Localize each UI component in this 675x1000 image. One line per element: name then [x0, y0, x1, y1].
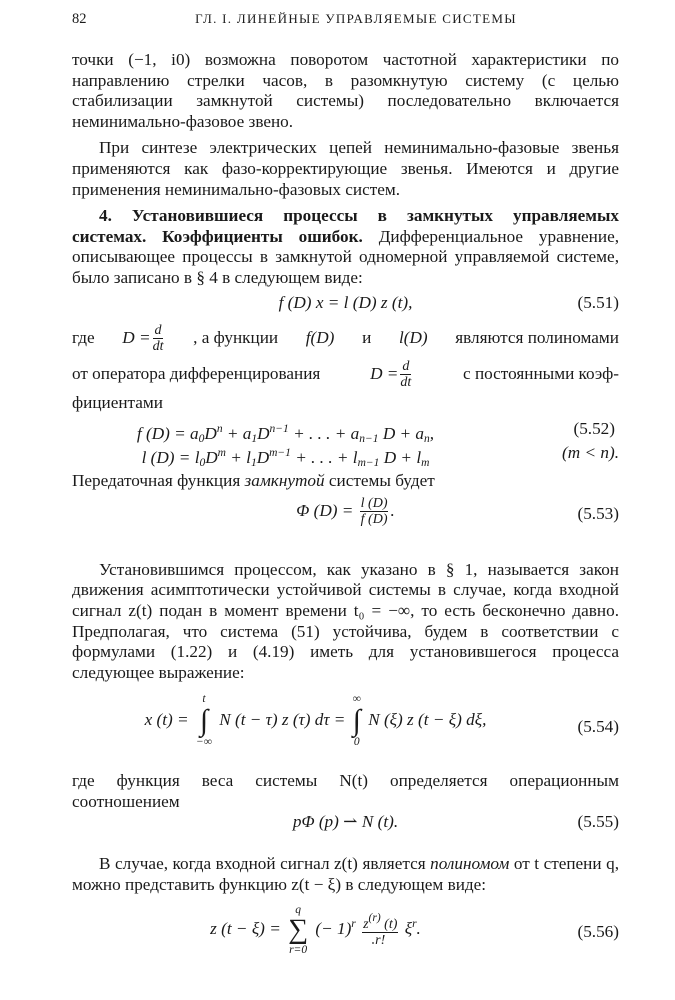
integral-2-lower: 0: [353, 736, 360, 749]
equation-5-56-lhs: z (t − ξ) =: [210, 918, 281, 938]
text-polynomial: полиномом: [430, 854, 510, 874]
equation-5-56: [72, 902, 619, 966]
d-symbol: D =: [122, 327, 151, 347]
equation-5-56-middle: (− 1)$^r$: [315, 917, 356, 938]
equation-5-51-body: f (D) x = l (D) z (t),: [278, 292, 413, 312]
equation-5-56-number: (5.56): [577, 921, 619, 941]
paragraph-7: где функция веса системы N(t) определяется операционным соотношением: [72, 771, 619, 811]
text-and: и: [362, 328, 372, 348]
summation: [288, 904, 308, 956]
text-system-will-be: системы будет: [328, 471, 435, 491]
text-constant-coefficients: с постоянными коэф-: [463, 364, 619, 384]
equation-5-55: [72, 812, 619, 838]
equation-5-53-body: Φ (D) = $\frac{l (D)}{f (D)}$ .: [296, 495, 395, 527]
text-closed: замкнутой: [244, 471, 325, 491]
equation-5-54: [72, 689, 619, 765]
summation-lower: r=0: [289, 943, 308, 956]
integral-1-sign: ∫: [199, 704, 209, 738]
paragraph-3: [72, 206, 619, 288]
equation-5-54-middle: N (t − τ) z (τ) dτ =: [219, 710, 346, 730]
equation-5-53-number: (5.53): [577, 503, 619, 523]
d-fraction: [153, 323, 164, 355]
integral-1-lower: −∞: [195, 736, 212, 749]
equation-5-55-body: pΦ (p) ⇀ N (t).: [292, 812, 399, 832]
equation-5-52-number: (5.52): [573, 419, 615, 439]
equation-5-54-body: [72, 693, 559, 749]
integral-2: [353, 693, 361, 749]
summation-sign: ∑: [288, 913, 309, 945]
equation-5-53-denominator: f (D): [360, 511, 388, 527]
paragraph-5: [72, 471, 619, 492]
equation-5-56-rhs: $\xi^r$.: [404, 917, 421, 938]
d-definition: [122, 323, 165, 355]
equation-5-56-body: [72, 904, 559, 956]
paragraph-4-line-2: [72, 359, 619, 391]
integral-1: [196, 693, 212, 749]
paragraph-1: точки (−1, i0) возможна поворотом частотной характеристики по направлению стрелки часов, в разомкнутую систему (с целью стабилизации замкнутой системы) последовательно включается неминимально-фазовое звено.: [72, 50, 619, 131]
equation-5-52b-condition: (m < n).: [562, 443, 619, 463]
f-of-d: f(D): [305, 328, 335, 348]
text-degree-q: от t степени q, можно представить функцию z(t − ξ) в следующем виде:: [72, 854, 619, 895]
paragraph-8: [72, 854, 619, 895]
integral-2-sign: ∫: [352, 704, 361, 738]
equation-5-55-number: (5.55): [577, 812, 619, 832]
equation-5-54-number: (5.54): [577, 717, 619, 737]
text-case-input: В случае, когда входной сигнал z(t) является: [99, 854, 426, 874]
text-are-polynomials: являются полиномами: [455, 328, 619, 348]
equation-5-53-fraction: [360, 496, 389, 528]
d-fraction-2-den: dt: [400, 374, 412, 390]
equation-5-51-number: (5.51): [577, 292, 619, 312]
page-body: [72, 50, 619, 966]
d-fraction-2: [400, 359, 411, 391]
equation-5-53-lhs: Φ (D) =: [296, 500, 354, 520]
equation-5-54-lhs: x (t) =: [144, 710, 189, 730]
d-fraction-2-num: d: [402, 358, 410, 374]
equation-5-52-body: f $(D) = a_0D^n + a_1D^{n-1}$ + . . . + $a_{n-1}$ $D + a_n$,: [136, 423, 435, 446]
equation-5-56-fraction: [362, 911, 398, 949]
paragraph-2: При синтезе электрических цепей неминимально-фазовые звенья применяются как фазо-корректирующие звенья. Имеются и другие применения неминимально-фазовых систем.: [72, 138, 619, 199]
d-definition-2: [370, 359, 413, 391]
paragraph-6: Установившимся процессом, как указано в § 1, называется закон движения асимптотически устойчивой системы в случае, когда входной сигнал z(t) подан в момент времени t₀ = −∞, то есть бесконечно давно. Предполагая, что система (51) устойчива, будем в соответствии с формулами (1.22) и (4.19) иметь для установившегося процесса следующее выражение:: [72, 559, 619, 682]
page-header: [72, 11, 618, 33]
paragraph-3-text: Дифференциальное уравнение, описывающее процессы в замкнутой одномерной управляемой системе, было записано в § 4 в следующем виде:: [72, 226, 619, 287]
text-from-operator: от оператора дифференцирования: [72, 364, 321, 384]
equation-5-52b-body: l $(D) = l_0D^m + l_1D^{m-1}$ + . . . + $l_{m-1}$ $D + l_m$: [141, 447, 430, 470]
equation-5-52b: [72, 439, 619, 470]
d-symbol-2: D =: [370, 363, 399, 383]
integral-1-upper: t: [202, 693, 206, 706]
page-number: 82: [72, 11, 87, 27]
summation-upper: q: [295, 903, 301, 916]
page-speck: [372, 942, 374, 944]
equation-5-53-numerator: l (D): [360, 495, 388, 511]
paragraph-4-line-3: фициентами: [72, 392, 163, 412]
l-of-d: l(D): [398, 328, 428, 348]
operator-line: [72, 359, 619, 391]
running-head: ГЛ. I. ЛИНЕЙНЫЕ УПРАВЛЯЕМЫЕ СИСТЕМЫ: [195, 11, 517, 26]
polynomial-definition-line: [72, 323, 619, 355]
equation-5-56-denominator: r!: [375, 932, 386, 948]
text-where: где: [72, 328, 95, 348]
integral-2-upper: ∞: [352, 693, 361, 706]
d-fraction-num: d: [154, 322, 162, 338]
equation-5-53: [72, 494, 619, 536]
equation-5-54-rhs: N (ξ) z (t − ξ) dξ,: [368, 710, 487, 730]
equation-5-51: [72, 289, 619, 319]
text-and-functions: , а функции: [193, 328, 279, 348]
d-fraction-den: dt: [152, 338, 164, 354]
paragraph-4-line-1: [72, 323, 619, 355]
equation-5-52: [72, 415, 619, 446]
equation-5-56-numerator: $z^{(r)}$ (t): [363, 911, 398, 932]
text-transfer-function: Передаточная функция: [72, 471, 241, 491]
section-heading: 4. Установившиеся процессы в замкнутых управляемых системах. Коэффициенты ошибок.: [72, 206, 619, 246]
